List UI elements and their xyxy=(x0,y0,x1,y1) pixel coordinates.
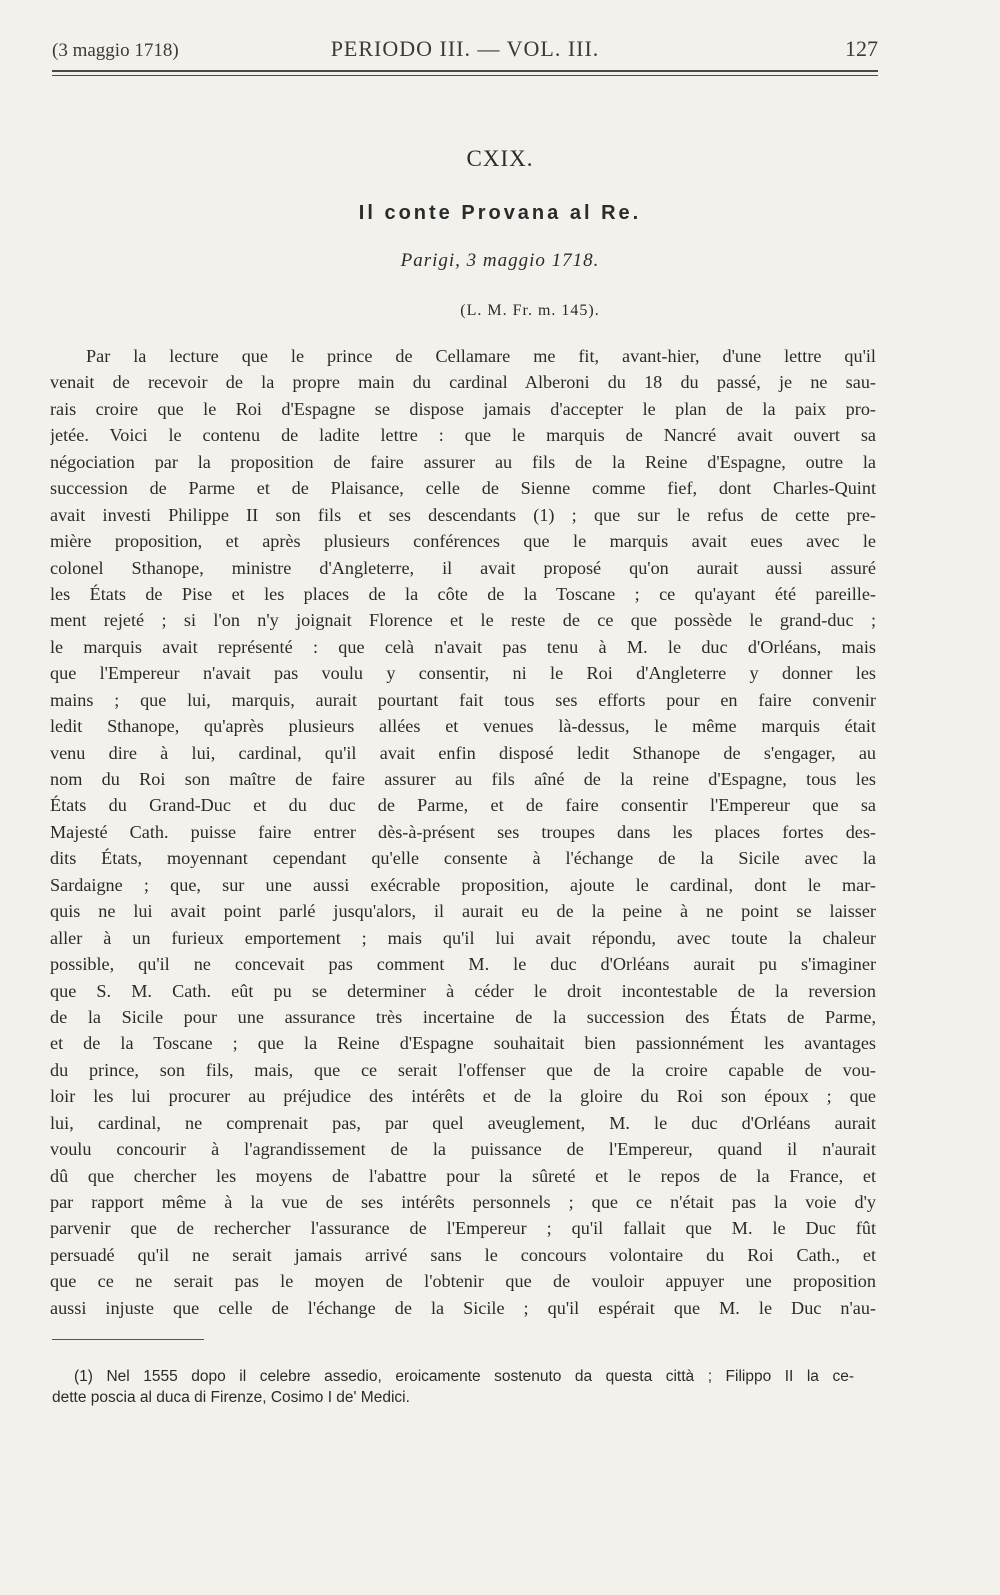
body-line: quis ne lui avait point parlé jusqu'alors, il aurait eu de la peine à ne point se laisser xyxy=(50,901,876,922)
body-line: négociation par la proposition de faire assurer au fils de la Reine d'Espagne, outre la xyxy=(50,451,876,472)
body-line: aussi injuste que celle de l'échange de la Sicile ; qu'il espérait que M. le Duc n'au- xyxy=(50,1297,876,1318)
header-rule-thin xyxy=(52,75,878,76)
body-line: que l'Empereur n'avait pas voulu y consentir, ni le Roi d'Angleterre y donner les xyxy=(50,663,876,684)
header-rule-thick xyxy=(52,70,878,72)
body-line: loir les lui procurer au préjudice des intérêts et de la gloire du Roi son époux ; que xyxy=(50,1086,876,1107)
body-line: dû que chercher les moyens de l'abattre pour la sûreté et le repos de la France, et xyxy=(50,1165,876,1186)
body-line: succession de Parme et de Plaisance, celle de Sienne comme fief, dont Charles-Quint xyxy=(50,478,876,499)
page-number: 127 xyxy=(845,36,878,61)
body-line: Sardaigne ; que, sur une aussi exécrable proposition, ajoute le cardinal, dont le mar- xyxy=(50,874,876,895)
footnote xyxy=(52,1366,854,1408)
body-line: États du Grand-Duc et du duc de Parme, et de faire consentir l'Empereur que sa xyxy=(50,795,876,816)
body-line: possible, qu'il ne concevait pas comment M. le duc d'Orléans aurait pu s'imaginer xyxy=(50,954,876,975)
body-line: venait de recevoir de la propre main du cardinal Alberoni du 18 du passé, je ne sau- xyxy=(50,372,876,393)
body-line: du prince, son fils, mais, que ce serait l'offenser que de la croire capable de vou- xyxy=(50,1059,876,1080)
footnote-line: dette poscia al duca di Firenze, Cosimo I de' Medici. xyxy=(52,1389,410,1406)
body-line: persuadé qu'il ne serait jamais arrivé sans le concours volontaire du Roi Cath., et xyxy=(50,1244,876,1265)
body-line: et de la Toscane ; que la Reine d'Espagne souhaitait bien passionnément les avantages xyxy=(50,1033,876,1054)
body-line: mière proposition, et après plusieurs conférences que le marquis avait eues avec le xyxy=(50,531,876,552)
body-line: venu dire à lui, cardinal, qu'il avait enfin disposé ledit Sthanope de s'engager, au xyxy=(50,742,876,763)
body-line: lui, cardinal, ne comprenait pas, par quel aveuglement, M. le duc d'Orléans aurait xyxy=(50,1112,876,1133)
body-line: voulu concourir à l'agrandissement de la puissance de l'Empereur, quand il n'aurait xyxy=(50,1139,876,1160)
footnote-line: (1) Nel 1555 dopo il celebre assedio, eroicamente sostenuto da questa città ; Filippo II la ce- xyxy=(74,1368,854,1385)
document-place-date: Parigi, 3 maggio 1718. xyxy=(400,250,600,271)
running-header xyxy=(52,36,878,66)
body-line: ment rejeté ; si l'on n'y joignait Florence et le reste de ce que possède le grand-duc ; xyxy=(50,610,876,631)
document-number: CXIX. xyxy=(466,146,534,171)
body-line: que ce ne serait pas le moyen de l'obtenir que de vouloir appuyer une proposition xyxy=(50,1271,876,1292)
letter-body xyxy=(50,343,876,1321)
body-line: colonel Sthanope, ministre d'Angleterre, il avait proposé qu'on aurait aussi assuré xyxy=(50,557,876,578)
body-line: que S. M. Cath. eût pu se determiner à céder le droit incontestable de la reversion xyxy=(50,980,876,1001)
body-line: les États de Pise et les places de la côte de la Toscane ; ce qu'ayant été pareille- xyxy=(50,583,876,604)
body-line: le marquis avait représenté : que celà n'avait pas tenu à M. le duc d'Orléans, mais xyxy=(50,636,876,657)
body-line: par rapport même à la vue de ses intérêts personnels ; que ce n'était pas la voie d'y xyxy=(50,1192,876,1212)
body-line: nom du Roi son maître de faire assurer au fils aîné de la reine d'Espagne, tous les xyxy=(50,769,876,789)
body-line: Majesté Cath. puisse faire entrer dès-à-présent ses troupes dans les places fortes des- xyxy=(50,821,876,842)
body-line: avait investi Philippe II son fils et ses descendants (1) ; que sur le refus de cette pre- xyxy=(50,504,876,525)
document-source: (L. M. Fr. m. 145). xyxy=(460,302,600,319)
body-line: ledit Sthanope, qu'après plusieurs allées et venues là-dessus, le même marquis était xyxy=(50,716,876,737)
body-line: mains ; que lui, marquis, aurait pourtant fait tous ses efforts pour en faire convenir xyxy=(50,689,876,710)
body-line: Par la lecture que le prince de Cellamare me fit, avant-hier, d'une lettre qu'il xyxy=(86,346,876,366)
body-line: aller à un furieux emportement ; mais qu'il lui avait répondu, avec toute la chaleur xyxy=(50,927,876,948)
body-line: dits États, moyennant cependant qu'elle consente à l'échange de la Sicile avec la xyxy=(50,848,876,869)
footnote-separator xyxy=(52,1339,204,1340)
header-running-title: PERIODO III. — VOL. III. xyxy=(330,36,600,61)
body-line: jetée. Voici le contenu de ladite lettre : que le marquis de Nancré avait ouvert sa xyxy=(50,425,876,446)
body-line: parvenir que de rechercher l'assurance de l'Empereur ; qu'il fallait que M. le Duc fût xyxy=(50,1218,876,1239)
document-title: Il conte Provana al Re. xyxy=(358,202,642,224)
body-line: de la Sicile pour une assurance très incertaine de la succession des États de Parme, xyxy=(50,1006,876,1027)
body-line: rais croire que le Roi d'Espagne se dispose jamais d'accepter le plan de la paix pro- xyxy=(50,398,876,419)
header-date: (3 maggio 1718) xyxy=(52,40,179,61)
